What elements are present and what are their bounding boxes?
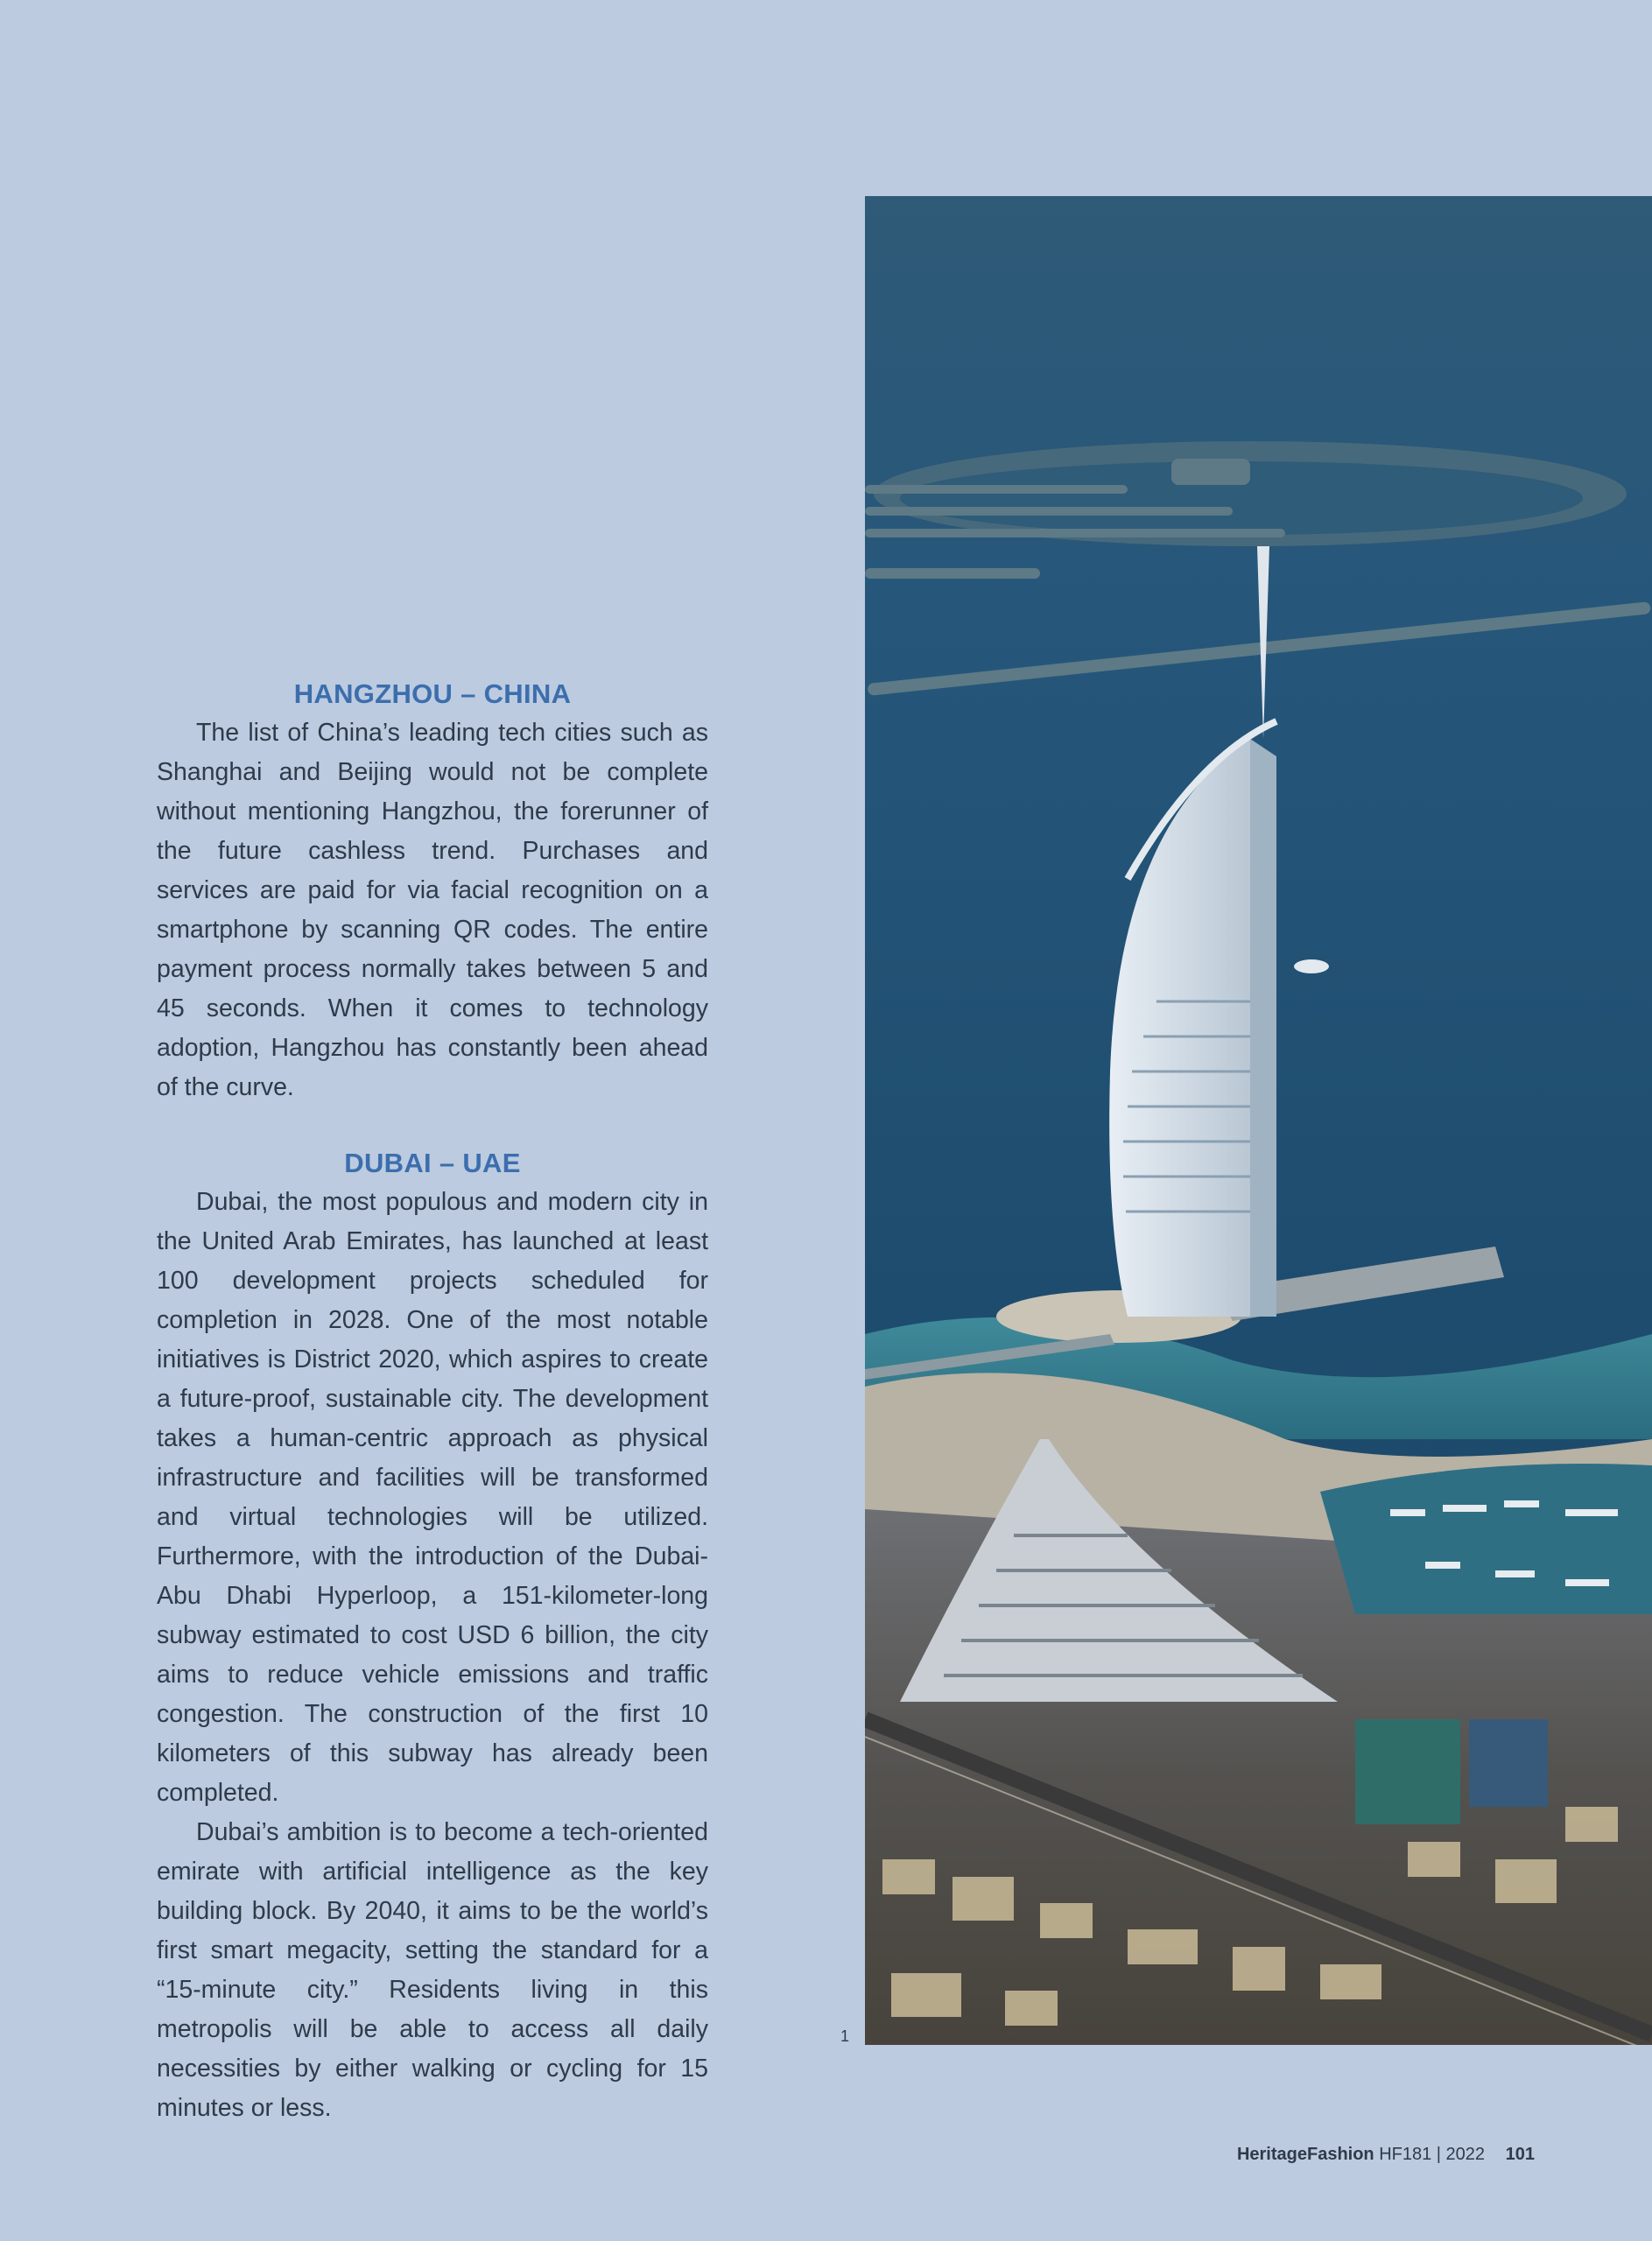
footer-brand: HeritageFashion <box>1236 2145 1374 2164</box>
article-text-column <box>157 678 708 2128</box>
paragraph-dubai-1: Dubai, the most populous and modern city in the United Arab Emirates, has launched at least 100 development projects scheduled for completion in 2028. One of the most notable initiatives is District 2020, which aspires to create a future-proof, sustainable city. The development takes a human-centric approach as physical infrastructure and facilities will be transformed and virtual technologies will be utilized. Furthermore, with the introduction of the Dubai-Abu Dhabi Hyperloop, a 151-kilometer-long subway estimated to cost USD 6 billion, the city aims to reduce vehicle emissions and traffic congestion. The construction of the first 10 kilometers of this subway has already been completed. <box>157 1188 708 1807</box>
page-footer <box>1237 2145 1535 2165</box>
section-heading-dubai: DUBAI – UAE <box>344 1148 521 1178</box>
aerial-photo-dubai <box>865 196 1652 2045</box>
footer-issue: HF181 | 2022 <box>1379 2145 1486 2164</box>
paragraph-hangzhou: The list of China’s leading tech cities such as Shanghai and Beijing would not be complete without mentioning Hangzhou, the forerunner of the future cashless trend. Purchases and services are paid for via facial recognition on a smartphone by scanning QR codes. The entire payment process normally takes between 5 and 45 seconds. When it comes to technology adoption, Hangzhou has constantly been ahead of the curve. <box>157 719 708 1101</box>
section-heading-hangzhou: HANGZHOU – CHINA <box>293 678 572 709</box>
paragraph-dubai-2: Dubai’s ambition is to become a tech-oriented emirate with artificial intelligence as the key building block. By 2040, it aims to be the world’s first smart megacity, setting the standard for a “15-minute city.” Residents living in this metropolis will be able to access all daily necessities by either walking or cycling for 15 minutes or less. <box>157 1818 708 2122</box>
photo-caption-number: 1 <box>840 2027 850 2045</box>
page-number: 101 <box>1505 2145 1535 2164</box>
